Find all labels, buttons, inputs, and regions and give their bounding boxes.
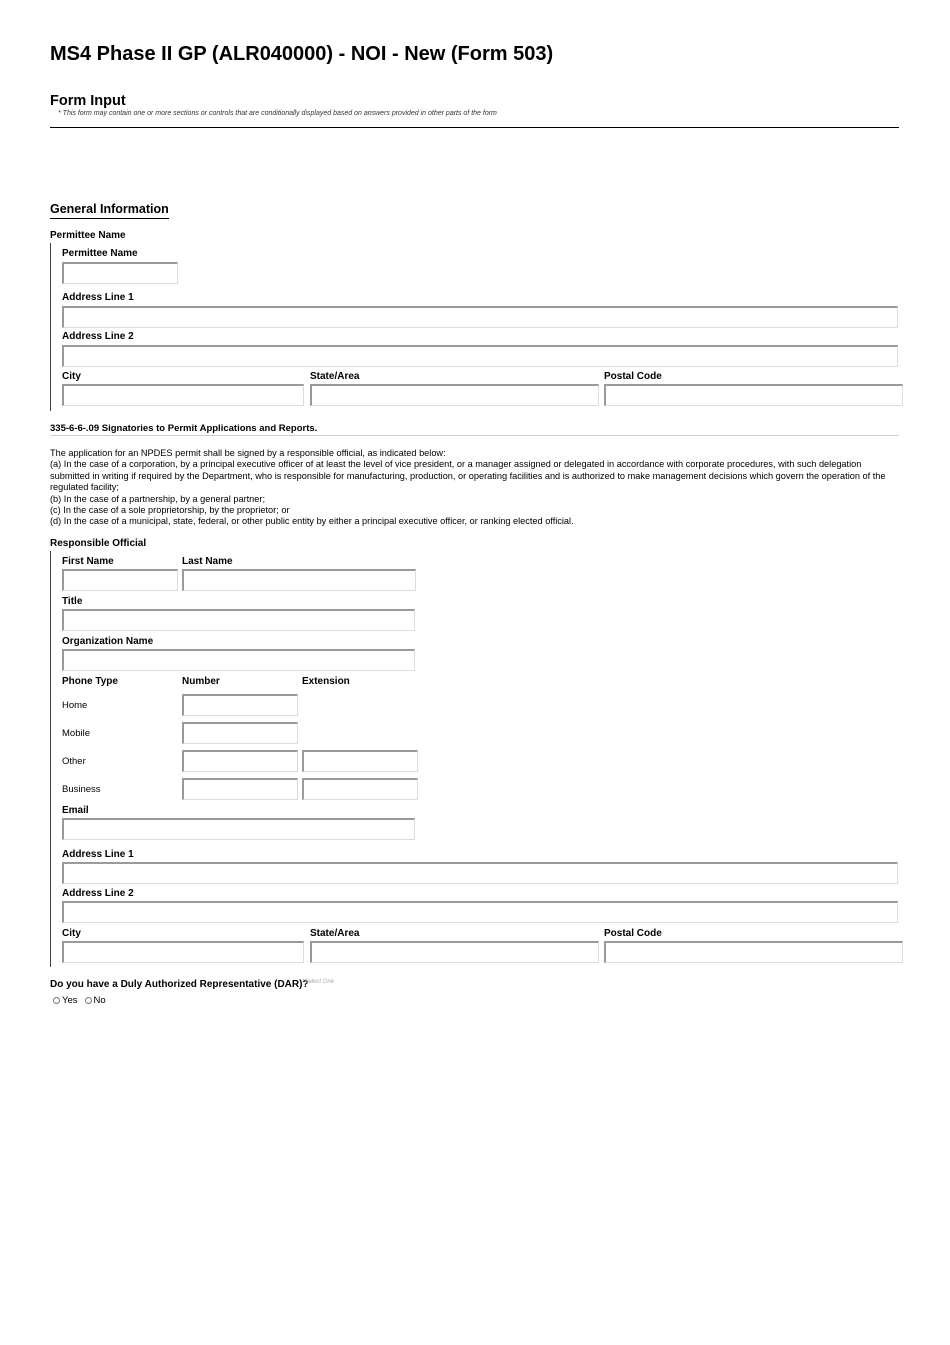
permittee-name-input[interactable] — [62, 262, 178, 284]
first-name-label: First Name — [62, 556, 114, 567]
title-input[interactable] — [62, 609, 415, 631]
responsible-official-group-bar — [50, 551, 51, 967]
official-postal-label: Postal Code — [604, 928, 662, 939]
header-divider — [50, 127, 899, 128]
dar-no-radio[interactable] — [85, 997, 92, 1004]
phone-type-home: Home — [62, 700, 88, 711]
other-extension-input[interactable] — [302, 750, 418, 772]
form-input-heading: Form Input — [50, 93, 126, 109]
phone-type-mobile: Mobile — [62, 728, 90, 739]
official-address1-label: Address Line 1 — [62, 849, 134, 860]
phone-extension-label: Extension — [302, 676, 350, 687]
phone-type-label: Phone Type — [62, 676, 118, 687]
permittee-group-bar — [50, 243, 51, 411]
home-number-input[interactable] — [182, 694, 298, 716]
official-state-input[interactable] — [310, 941, 599, 963]
dar-yes-radio[interactable] — [53, 997, 60, 1004]
official-address2-label: Address Line 2 — [62, 888, 134, 899]
permittee-postal-label: Postal Code — [604, 371, 662, 382]
page-title: MS4 Phase II GP (ALR040000) - NOI - New (Form 503) — [50, 43, 554, 65]
permittee-city-input[interactable] — [62, 384, 304, 406]
permittee-state-label: State/Area — [310, 371, 360, 382]
form-note: * This form may contain one or more sections or controls that are conditionally displayed based on answers provided in other parts of the form — [58, 110, 497, 117]
official-address1-input[interactable] — [62, 862, 898, 884]
email-label: Email — [62, 805, 89, 816]
dar-question: Do you have a Duly Authorized Representative (DAR)? — [50, 979, 309, 990]
permittee-address1-label: Address Line 1 — [62, 292, 134, 303]
regulation-heading: 335-6-6-.09 Signatories to Permit Applications and Reports. — [50, 423, 318, 434]
mobile-number-input[interactable] — [182, 722, 298, 744]
last-name-input[interactable] — [182, 569, 416, 591]
last-name-label: Last Name — [182, 556, 233, 567]
regulation-line: (d) In the case of a municipal, state, federal, or other public entity by either a principal executive officer, or ranking elected official. — [50, 516, 574, 527]
official-city-label: City — [62, 928, 81, 939]
regulation-text — [50, 448, 902, 528]
first-name-input[interactable] — [62, 569, 178, 591]
dar-yes-option[interactable] — [53, 995, 78, 1006]
dar-select-hint: *Select One — [302, 979, 335, 985]
official-postal-input[interactable] — [604, 941, 903, 963]
regulation-line: (c) In the case of a sole proprietorship, by the proprietor; or — [50, 505, 290, 516]
permittee-address1-input[interactable] — [62, 306, 898, 328]
dar-no-label: No — [93, 995, 106, 1006]
permittee-city-label: City — [62, 371, 81, 382]
phone-number-label: Number — [182, 676, 220, 687]
regulation-line: (a) In the case of a corporation, by a principal executive officer of at least the level of vice president, or a manager assigned or delegated in accordance with corporate procedures, with such delegation submitted in writing if required by the Department, who is responsible for manufacturing, production, or operating facilities and is authorized to make management decisions which govern the operation of the regulated facility; — [50, 459, 886, 493]
phone-type-business: Business — [62, 784, 101, 795]
organization-name-input[interactable] — [62, 649, 415, 671]
official-address2-input[interactable] — [62, 901, 898, 923]
regulation-divider — [50, 435, 899, 436]
regulation-line: (b) In the case of a partnership, by a general partner; — [50, 493, 266, 504]
permittee-address2-input[interactable] — [62, 345, 898, 367]
permittee-group-label: Permittee Name — [50, 230, 126, 241]
official-state-label: State/Area — [310, 928, 360, 939]
other-number-input[interactable] — [182, 750, 298, 772]
email-input[interactable] — [62, 818, 415, 840]
dar-yes-label: Yes — [62, 995, 78, 1006]
organization-name-label: Organization Name — [62, 636, 154, 647]
regulation-line: The application for an NPDES permit shall be signed by a responsible official, as indicated below: — [50, 448, 446, 458]
phone-type-other: Other — [62, 756, 86, 767]
dar-no-option[interactable] — [85, 995, 106, 1006]
permittee-address2-label: Address Line 2 — [62, 331, 134, 342]
title-label: Title — [62, 596, 83, 607]
general-information-heading: General Information — [50, 202, 169, 219]
permittee-postal-input[interactable] — [604, 384, 903, 406]
official-city-input[interactable] — [62, 941, 304, 963]
responsible-official-group-label: Responsible Official — [50, 538, 147, 549]
permittee-name-label: Permittee Name — [62, 248, 138, 259]
dar-radio-group — [53, 995, 113, 1006]
business-extension-input[interactable] — [302, 778, 418, 800]
permittee-state-input[interactable] — [310, 384, 599, 406]
business-number-input[interactable] — [182, 778, 298, 800]
